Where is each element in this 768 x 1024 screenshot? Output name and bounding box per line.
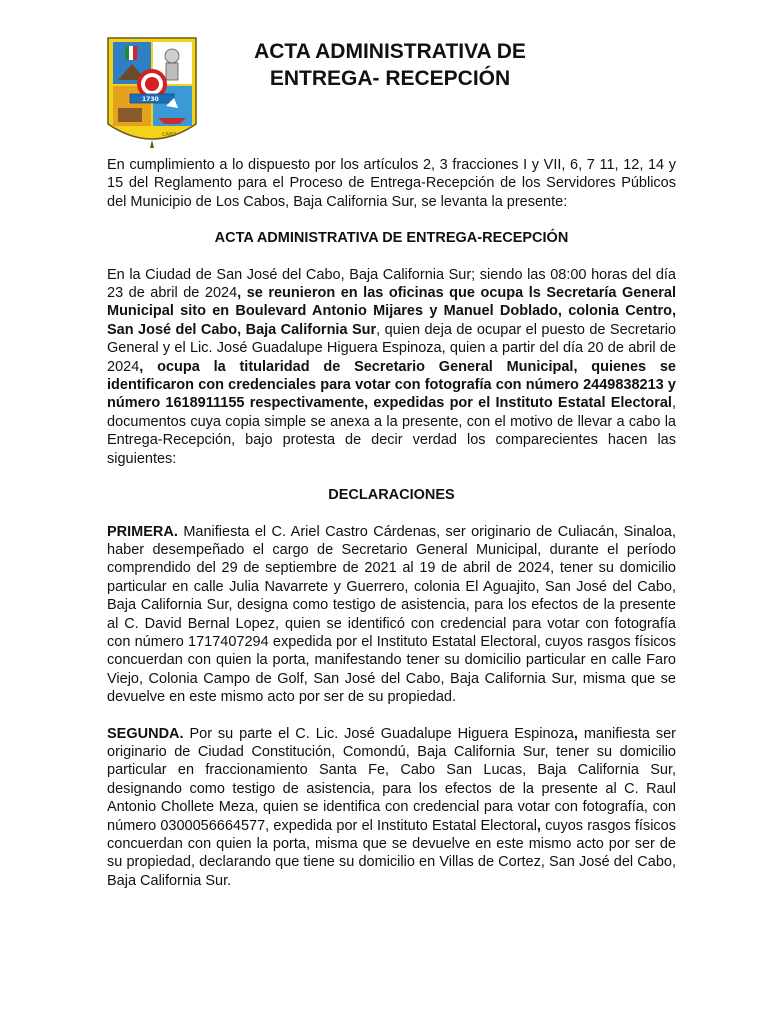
- subtitle-heading: ACTA ADMINISTRATIVA DE ENTREGA-RECEPCIÓN: [214, 230, 569, 247]
- segunda-text-c: cuyos rasgos físicos concuerdan con quien la porta, misma que se devuelve en este mismo acto por ser de su propiedad, declarando que tiene su domicilio en Villas de Cortez, San José del Cabo, Baja California Sur.: [107, 817, 676, 889]
- segunda-comma-1: ,: [573, 725, 578, 742]
- meeting-text-a: En la Ciudad de San José del Cabo, Baja California Sur; siendo las 08:00 horas del día 23 de abril de 2024: [107, 266, 676, 302]
- municipal-shield-logo: [106, 36, 198, 148]
- meeting-text-d: , ocupa la titularidad de Secretario General Municipal, quienes se identificaron con credenciales para votar con fotografía con número 2449838213 y número 1618911155 respectivamente, expedidas por el Instituto Estatal Electoral: [107, 358, 676, 412]
- primera-paragraph: [107, 523, 676, 707]
- title-line-2: ENTREGA- RECEPCIÓN: [269, 67, 511, 90]
- segunda-label: SEGUNDA.: [107, 725, 184, 742]
- declaraciones-heading: DECLARACIONES: [328, 487, 455, 504]
- segunda-text-b: manifiesta ser originario de Ciudad Constitución, Comondú, Baja California Sur, tener su domicilio particular en fraccionamiento Santa Fe, Cabo San Lucas, Baja California Sur, designando como testigo de asistencia, para los efectos de la presente al C. Raul Antonio Chollete Meza, quien se identifica con credencial para votar con fotografía, con número 0300056664577, expedida por el Instituto Estatal Electoral: [107, 725, 676, 834]
- primera-text: Manifiesta el C. Ariel Castro Cárdenas, ser originario de Culiacán, Sinaloa, haber desempeñado el cargo de Secretario General Municipal, durante el período comprendido del 29 de septiembre de 2021 al 19 de abril de 2024, tener su domicilio particular en calle Julia Navarrete y Guerrero, colonia El Aguajito, San José del Cabo, Baja California Sur, designa como testigo de asistencia, para los efectos de la presente al C. David Bernal Lopez, quien se identificó con credencial para votar con fotografía con número 1717407294 expedida por el Instituto Estatal Electoral, cuyos rasgos físicos concuerdan con quien la porta, manifestando tener su domicilio particular en calle Faro Viejo, Colonia Campo de Golf, San José del Cabo, Baja California Sur, misma que se devuelve en este mismo acto por ser de su propiedad.: [107, 523, 676, 706]
- meeting-paragraph: [107, 266, 676, 468]
- primera-label: PRIMERA.: [107, 523, 178, 540]
- meeting-text-c: , quien deja de ocupar el puesto de Secretario General y el Lic. José Guadalupe Higuera Espinoza, quien a partir del día 20 de abril de 2024: [107, 321, 676, 375]
- shield-year-text: 1730: [142, 96, 159, 103]
- meeting-text-e: , documentos cuya copia simple se anexa a la presente, con el motivo de llevar a cabo la Entrega-Recepción, bajo protesta de decir verdad los comparecientes hacen las siguientes:: [107, 395, 676, 467]
- segunda-paragraph: [107, 725, 676, 891]
- title-line-1: ACTA ADMINISTRATIVA DE: [254, 40, 526, 63]
- intro-paragraph: En cumplimiento a lo dispuesto por los artículos 2, 3 fracciones I y VII, 6, 7 11, 12, 14 y 15 del Reglamento para el Proceso de Entrega-Recepción de los Servidores Públicos del Municipio de Los Cabos, Baja California Sur, se levanta la presente:: [107, 157, 676, 210]
- meeting-text-b: , se reunieron en las oficinas que ocupa ls Secretaría General Municipal sito en Boulevard Antonio Mijares y Manuel Doblado, colonia Centro, San José del Cabo, Baja California Sur: [107, 285, 676, 338]
- document-body: [107, 156, 676, 890]
- segunda-text-a: Por su parte el C. Lic. José Guadalupe Higuera Espinoza: [183, 725, 574, 742]
- document-title: [200, 38, 580, 92]
- segunda-comma-2: ,: [536, 817, 541, 834]
- shield-motto-text: CABO: [162, 132, 177, 138]
